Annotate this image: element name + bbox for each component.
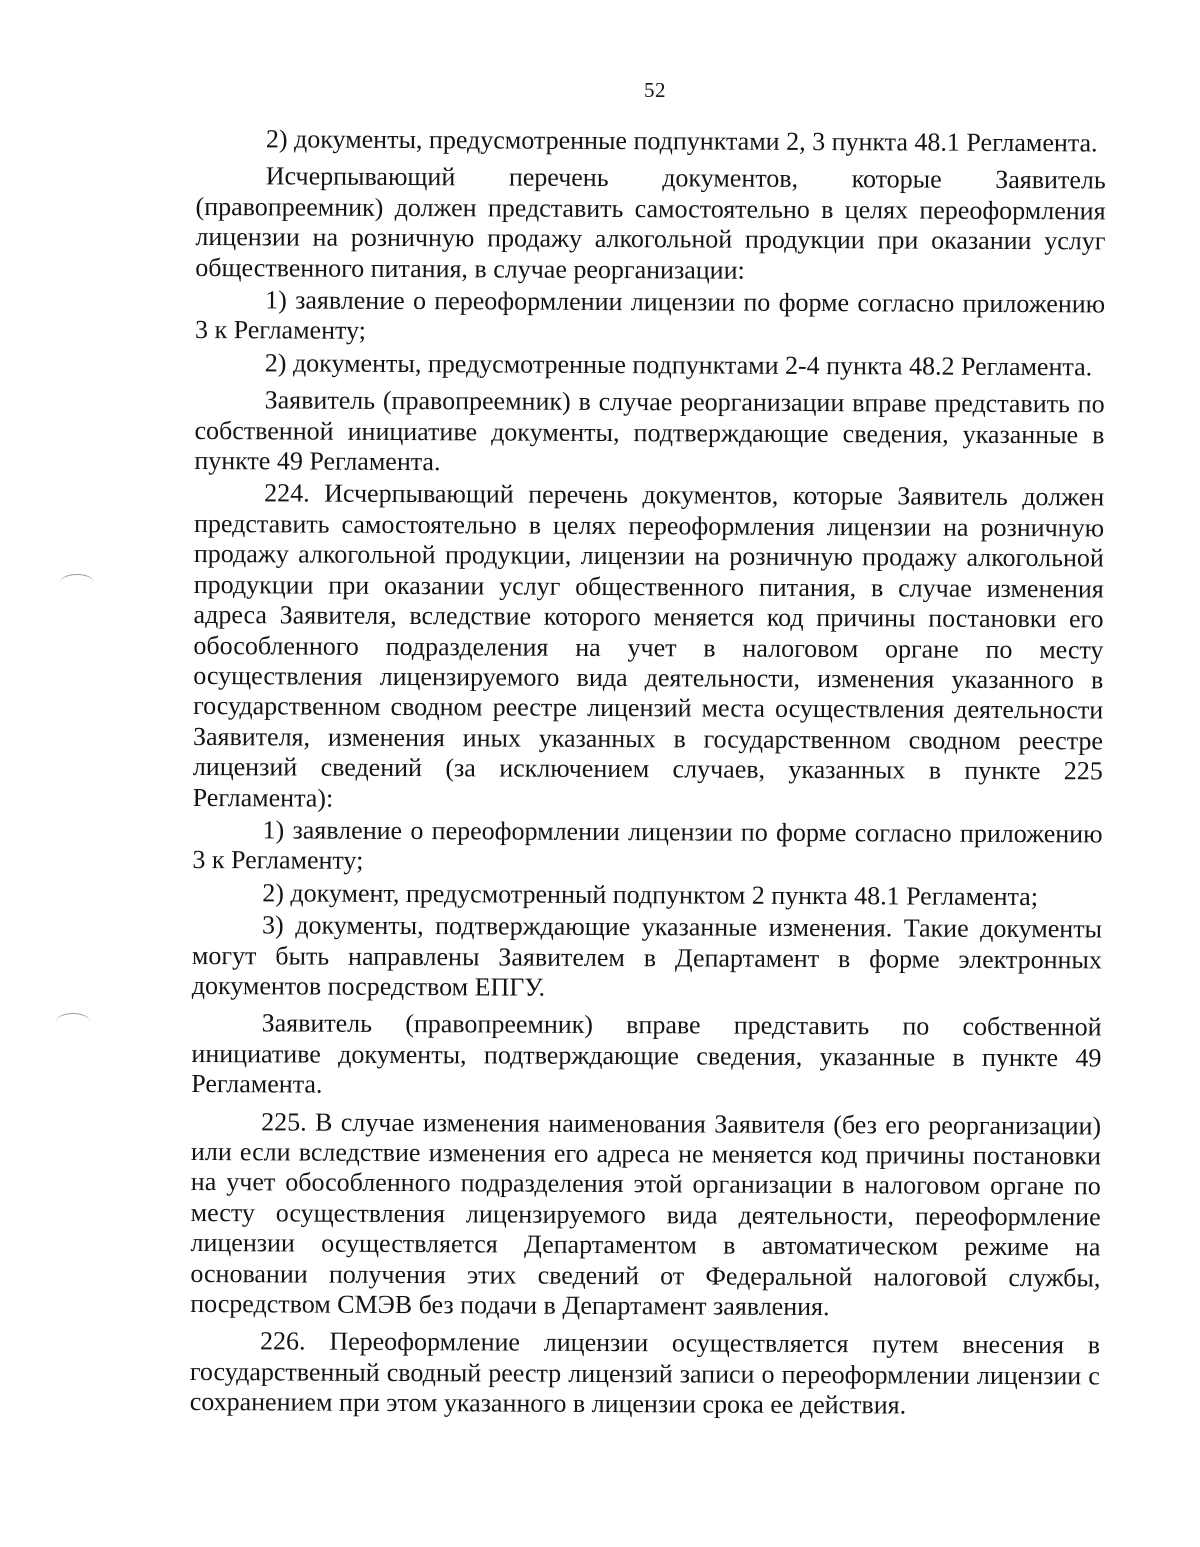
paragraph-item-2-docs-48-2: 2) документы, предусмотренные подпунктами 2-4 пункта 48.2 Регламента. <box>264 348 1093 382</box>
paragraph-clause-226: 226. Переоформление лицензии осуществляется путем внесения в государственный сводный реестр лицензий записи о переоформлении лицензии с сохранением при этом указанного в лицензии срока ее действия. <box>189 1326 1101 1420</box>
paragraph-item-2-docs-48-1: 2) документы, предусмотренные подпунктами 2, 3 пункта 48.1 Регламента. <box>265 124 1098 158</box>
scan-artifact <box>56 1013 90 1030</box>
paragraph-exhaustive-list-reorganization: Исчерпывающий перечень документов, которые Заявитель (правопреемник) должен представить самостоятельно в целях переоформления лицензии на розничную продажу алкогольной продукции при оказании услуг общественного питания, в случае реорганизации: <box>195 161 1106 285</box>
paragraph-applicant-right: Заявитель (правопреемник) вправе представить по собственной инициативе документы, подтверждающие сведения, указанные в пункте 49 Регламента. <box>191 1008 1102 1099</box>
body-text <box>190 124 1106 1429</box>
paragraph-item-1-application: 1) заявление о переоформлении лицензии по форме согласно приложению 3 к Регламенту; <box>194 285 1106 346</box>
page-number: 52 <box>644 78 666 102</box>
scan-artifact <box>60 574 94 591</box>
paragraph-224-item-3: 3) документы, подтверждающие указанные изменения. Такие документы могут быть направлены Заявителем в Департамент в форме электронных документов посредством ЕПГУ. <box>191 910 1103 1002</box>
paragraph-applicant-right-reorganization: Заявитель (правопреемник) в случае реорганизации вправе представить по собственной инициативе документы, подтверждающие сведения, указанные в пункте 49 Регламента. <box>194 385 1105 477</box>
paragraph-clause-225: 225. В случае изменения наименования Заявителя (без его реорганизации) или если вследствие изменения его адреса не меняется код причины постановки на учет обособленного подразделения этой организации в налоговом органе по месту осуществления лицензируемого вида деятельности, переоформление лицензии осуществляется Департаментом в автоматическом режиме на основании получения этих сведений от Федеральной налоговой службы, посредством СМЭВ без подачи в Департамент заявления. <box>190 1106 1102 1322</box>
paragraph-224-item-1: 1) заявление о переоформлении лицензии по форме согласно приложению 3 к Регламенту; <box>192 815 1103 876</box>
paragraph-clause-224: 224. Исчерпывающий перечень документов, которые Заявитель должен представить самостоятельно в целях переоформления лицензии на розничную продажу алкогольной продукции, лицензии на розничную продажу алкогольной продукции при оказании услуг общественного питания, в случае изменения адреса Заявителя, вследствие которого меняется код причины постановки его обособленного подразделения на учет в налоговом органе по месту осуществления лицензируемого вида деятельности, изменения указанного в государственном сводном реестре лицензий места осуществления деятельности Заявителя, изменения иных указанных в государственном сводном реестре лицензий сведений (за исключением случаев, указанных в пункте 225 Регламента): <box>192 478 1105 813</box>
paragraph-224-item-2: 2) документ, предусмотренный подпунктом 2 пункта 48.1 Регламента; <box>262 878 1039 911</box>
